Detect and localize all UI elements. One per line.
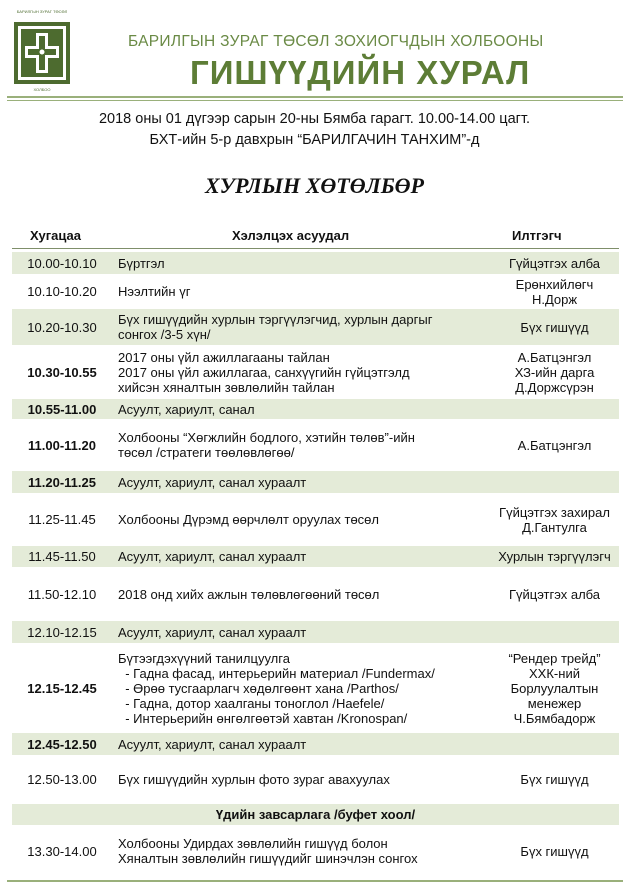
row-time: 13.30-14.00 [27, 843, 97, 859]
row-topic [118, 568, 488, 620]
speaker-line: Д.Гантулга [522, 519, 587, 535]
row-speaker [490, 756, 619, 803]
row-time: 10.00-10.10 [27, 255, 97, 271]
break-row [12, 804, 619, 826]
row-topic [118, 756, 488, 803]
table-row [12, 733, 619, 756]
row-time: 12.50-13.00 [27, 772, 97, 787]
topic-line: Нээлтийн үг [118, 284, 191, 299]
row-speaker [490, 275, 619, 308]
speaker-line: Гүйцэтгэх алба [508, 586, 601, 602]
row-topic [118, 275, 488, 308]
row-topic [118, 252, 488, 274]
row-time: 12.10-12.15 [27, 624, 97, 640]
table-row [12, 644, 619, 733]
topic-line: Асуулт, хариулт, санал [118, 401, 255, 417]
table-row [12, 756, 619, 804]
table-row [12, 420, 619, 471]
row-time: 11.50-12.10 [27, 586, 97, 602]
row-speaker [490, 644, 619, 732]
speaker-line: ХЗ-ийн дарга [514, 364, 595, 380]
table-row [12, 346, 619, 399]
organization-name: БАРИЛГЫН ЗУРАГ ТӨСӨЛ ЗОХИОГЧДЫН ХОЛБООНЫ [128, 33, 544, 50]
speaker-line: Бүх гишүүд [520, 843, 589, 859]
table-row [12, 275, 619, 309]
speaker-line: Бүх гишүүд [520, 772, 589, 787]
program-title: ХУРЛЫН ХӨТӨЛБӨР [204, 173, 424, 198]
table-row [12, 309, 619, 346]
break-label: Үдийн завсарлага /буфет хоол/ [215, 807, 416, 822]
speaker-line: Н.Дорж [531, 291, 578, 307]
association-logo [12, 10, 72, 96]
row-speaker [490, 346, 619, 398]
topic-line: Асуулт, хариулт, санал хураалт [118, 624, 307, 640]
topic-line: сонгох /3-5 хүн/ [118, 327, 211, 342]
page-title: ГИШҮҮДИЙН ХУРАЛ [190, 54, 531, 91]
row-topic [118, 420, 488, 470]
speaker-line: Борлуулалтын [510, 680, 599, 696]
table-row [12, 568, 619, 621]
speaker-line: Хурлын тэргүүлэгч [498, 549, 611, 564]
topic-line: Холбооны “Хөгжлийн бодлого, хэтийн төлөв”-ийн [118, 430, 415, 445]
topic-line: Холбооны Дүрэмд өөрчлөлт оруулах төсөл [118, 512, 379, 527]
row-time: 10.10-10.20 [27, 284, 97, 299]
row-topic [118, 346, 488, 398]
topic-line: 2017 оны үйл ажиллагааны тайлан [118, 349, 330, 365]
topic-line: Бүртгэл [118, 255, 165, 271]
speaker-line: Д.Доржсүрэн [515, 379, 594, 395]
topic-line: Асуулт, хариулт, санал хураалт [118, 474, 307, 490]
row-speaker [490, 420, 619, 470]
topic-line: Хяналтын зөвлөлийн гишүүдийг шинэчлэн сонгох [118, 851, 418, 866]
topic-line: - Гадна, дотор хаалганы тоноглол /Haefele/ [118, 695, 385, 711]
topic-line: хийсэн хяналтын зөвлөлийн тайлан [118, 379, 335, 395]
speaker-line: “Рендер трейд” [508, 650, 601, 666]
row-topic [118, 644, 488, 732]
row-speaker [490, 309, 619, 345]
row-speaker [490, 252, 619, 274]
header-divider [7, 96, 623, 98]
topic-line: - Интерьерийн өнгөлгөөтэй хавтан /Kronospan/ [118, 710, 408, 726]
row-speaker [490, 568, 619, 620]
table-row [12, 252, 619, 275]
row-topic [118, 494, 488, 545]
table-row [12, 546, 619, 568]
topic-line: 2018 онд хийх ажлын төлөвлөгөөний төсөл [118, 586, 380, 602]
topic-line: 2017 оны үйл ажиллагаа, санхүүгийн гүйцэтгэлд [118, 364, 410, 380]
row-topic [118, 826, 488, 876]
meeting-location: БХТ-ийн 5-р давхрын “БАРИЛГАЧИН ТАНХИМ”-д [149, 132, 480, 148]
row-time: 10.55-11.00 [27, 401, 97, 417]
row-topic [118, 471, 488, 493]
row-time: 10.30-10.55 [27, 364, 97, 380]
column-header-topic: Хэлэлцэх асуудал [232, 228, 350, 243]
row-speaker [490, 471, 619, 493]
speaker-line: Гүйцэтгэх захирал [499, 504, 610, 520]
row-speaker [490, 826, 619, 876]
row-topic [118, 621, 488, 643]
table-row [12, 826, 619, 877]
row-topic [118, 309, 488, 345]
table-header-divider [12, 248, 619, 249]
row-speaker [490, 399, 619, 419]
footer-divider [7, 880, 623, 882]
table-row [12, 621, 619, 644]
row-topic [118, 546, 488, 567]
meeting-date-time: 2018 оны 01 дүгээр сарын 20-ны Бямба гарагт. 10.00-14.00 цагт. [98, 111, 531, 127]
table-row [12, 399, 619, 420]
speaker-line: Ч.Бямбадорж [513, 710, 596, 726]
topic-line: Асуулт, хариулт, санал хураалт [118, 736, 307, 752]
row-time: 11.20-11.25 [28, 474, 96, 490]
row-topic [118, 399, 488, 419]
topic-line: Бүх гишүүдийн хурлын тэргүүлэгчид, хурлын даргыг [118, 312, 433, 327]
row-time: 11.25-11.45 [28, 512, 96, 527]
speaker-line: А.Батцэнгэл [517, 349, 592, 365]
topic-line: Холбооны Удирдах зөвлөлийн гишүүд болон [118, 836, 388, 851]
topic-line: - Гадна фасад, интерьерийн материал /Fundermax/ [118, 665, 435, 681]
logo-cross-mark [12, 20, 72, 86]
column-header-time: Хугацаа [30, 228, 81, 243]
row-speaker [490, 621, 619, 643]
row-speaker [490, 733, 619, 755]
speaker-line: менежер [527, 695, 582, 711]
table-row [12, 471, 619, 494]
row-time: 12.45-12.50 [27, 736, 97, 752]
topic-line: - Өрөө тусгаарлагч хөдөлгөөнт хана /Parthos/ [118, 680, 399, 696]
speaker-line: ХХК-ний [529, 665, 580, 681]
row-speaker [490, 494, 619, 545]
topic-line: Бүтээгдэхүүний танилцуулга [118, 650, 290, 666]
speaker-line: Бүх гишүүд [520, 319, 589, 335]
topic-line: төсөл /стратеги төөлөвлөгөө/ [118, 445, 295, 460]
speaker-line: Гүйцэтгэх алба [508, 255, 601, 271]
header-divider-thin [7, 100, 623, 101]
logo-bottom-text: ХОЛБОО [33, 88, 51, 92]
row-time: 10.20-10.30 [27, 319, 97, 335]
row-time: 11.00-11.20 [28, 437, 96, 453]
speaker-line: А.Батцэнгэл [517, 437, 592, 453]
row-time: 11.45-11.50 [28, 549, 96, 564]
topic-line: Бүх гишүүдийн хурлын фото зураг авахуулах [118, 772, 390, 787]
row-topic [118, 733, 488, 755]
table-row [12, 494, 619, 546]
column-header-speaker: Илтгэгч [512, 228, 562, 243]
speaker-line: Ерөнхийлөгч [515, 276, 594, 292]
row-speaker [490, 546, 619, 567]
row-time: 12.15-12.45 [27, 680, 97, 696]
logo-top-text: БАРИЛГЫН ЗУРАГ ТӨСӨЛ [16, 10, 68, 14]
topic-line: Асуулт, хариулт, санал хураалт [118, 549, 307, 564]
